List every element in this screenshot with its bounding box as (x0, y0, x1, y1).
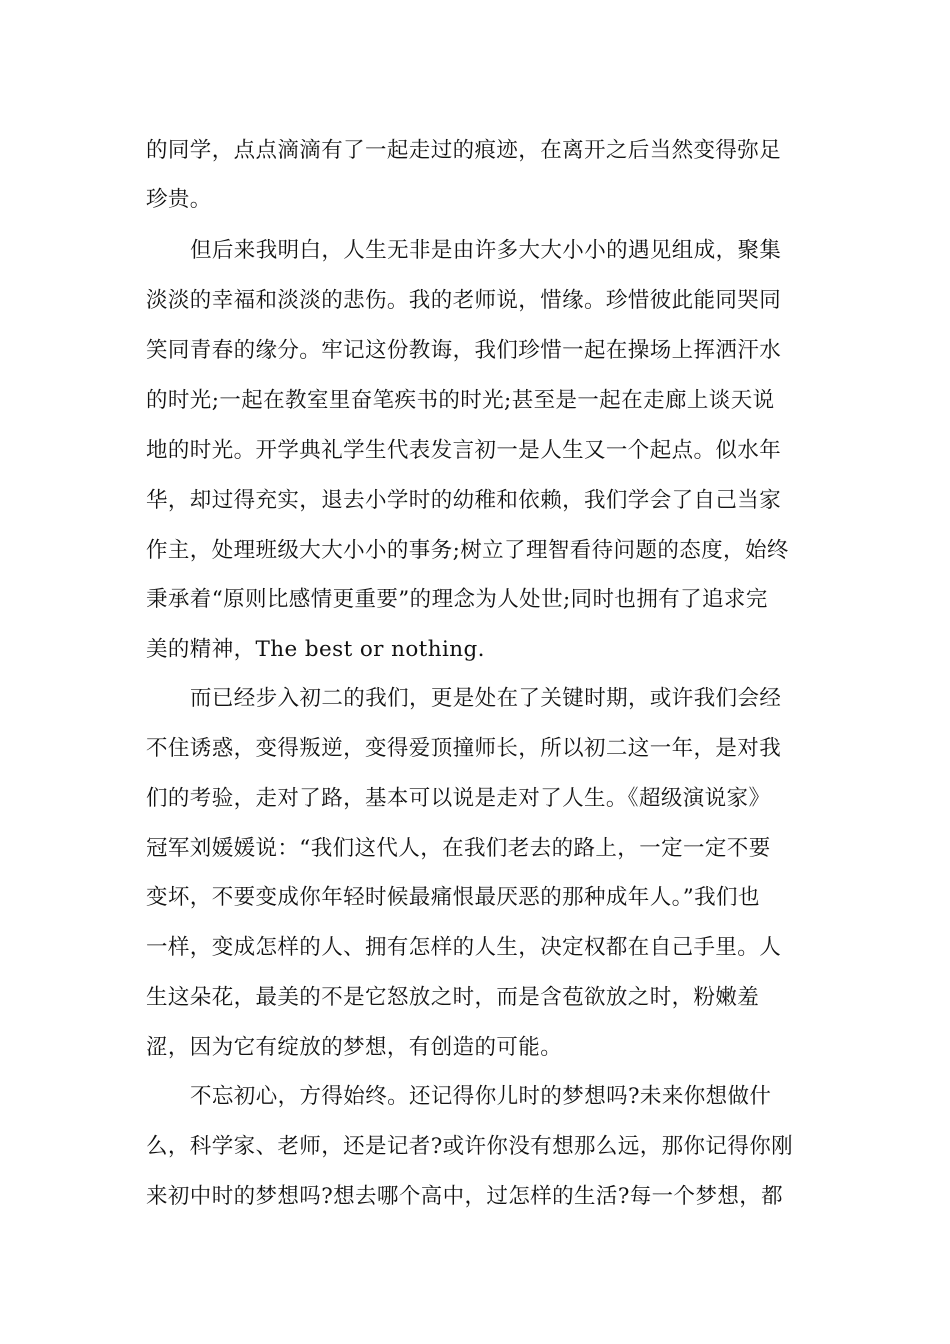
text-line: 美的精神，The best or nothing. (146, 637, 485, 662)
paragraph-start-line: 而已经步入初二的我们，更是处在了关键时期，或许我们会经 (190, 686, 782, 711)
text-line: 的同学，点点滴滴有了一起走过的痕迹，在离开之后当然变得弥足 (146, 138, 782, 163)
text-line: 冠军刘媛媛说：“我们这代人，在我们老去的路上，一定一定不要 (146, 836, 771, 861)
text-line: 地的时光。开学典礼学生代表发言初一是人生又一个起点。似水年 (146, 438, 782, 463)
paragraph-start-line: 不忘初心，方得始终。还记得你儿时的梦想吗?未来你想做什 (190, 1084, 772, 1109)
text-line: 笑同青春的缘分。牢记这份教诲，我们珍惜一起在操场上挥洒汗水 (146, 338, 782, 363)
text-line: 生这朵花，最美的不是它怒放之时，而是含苞欲放之时，粉嫩羞 (146, 985, 760, 1010)
text-line: 珍贵。 (146, 187, 212, 212)
paragraph-start-line: 但后来我明白，人生无非是由许多大大小小的遇见组成，聚集 (190, 238, 782, 263)
text-line: 变坏，不要变成你年轻时候最痛恨最厌恶的那种成年人。”我们也 (146, 885, 760, 910)
text-line: 华，却过得充实，退去小学时的幼稚和依赖，我们学会了自己当家 (146, 488, 782, 513)
text-line: 秉承着“原则比感情更重要”的理念为人处世;同时也拥有了追求完 (146, 587, 768, 612)
text-line: 淡淡的幸福和淡淡的悲伤。我的老师说，惜缘。珍惜彼此能同哭同 (146, 288, 782, 313)
text-line: 么，科学家、老师，还是记者?或许你没有想那么远，那你记得你刚 (146, 1134, 794, 1159)
text-line: 们的考验，走对了路，基本可以说是走对了人生。《超级演说家》 (146, 786, 771, 811)
text-line: 来初中时的梦想吗?想去哪个高中，过怎样的生活?每一个梦想，都 (146, 1184, 784, 1209)
text-line: 涩，因为它有绽放的梦想，有创造的可能。 (146, 1035, 563, 1060)
text-line: 作主，处理班级大大小小的事务;树立了理智看待问题的态度，始终 (146, 538, 789, 563)
text-line: 不住诱惑，变得叛逆，变得爱顶撞师长，所以初二这一年，是对我 (146, 736, 782, 761)
text-line: 的时光;一起在教室里奋笔疾书的时光;甚至是一起在走廊上谈天说 (146, 388, 775, 413)
text-line: 一样，变成怎样的人、拥有怎样的人生，决定权都在自己手里。人 (146, 935, 782, 960)
